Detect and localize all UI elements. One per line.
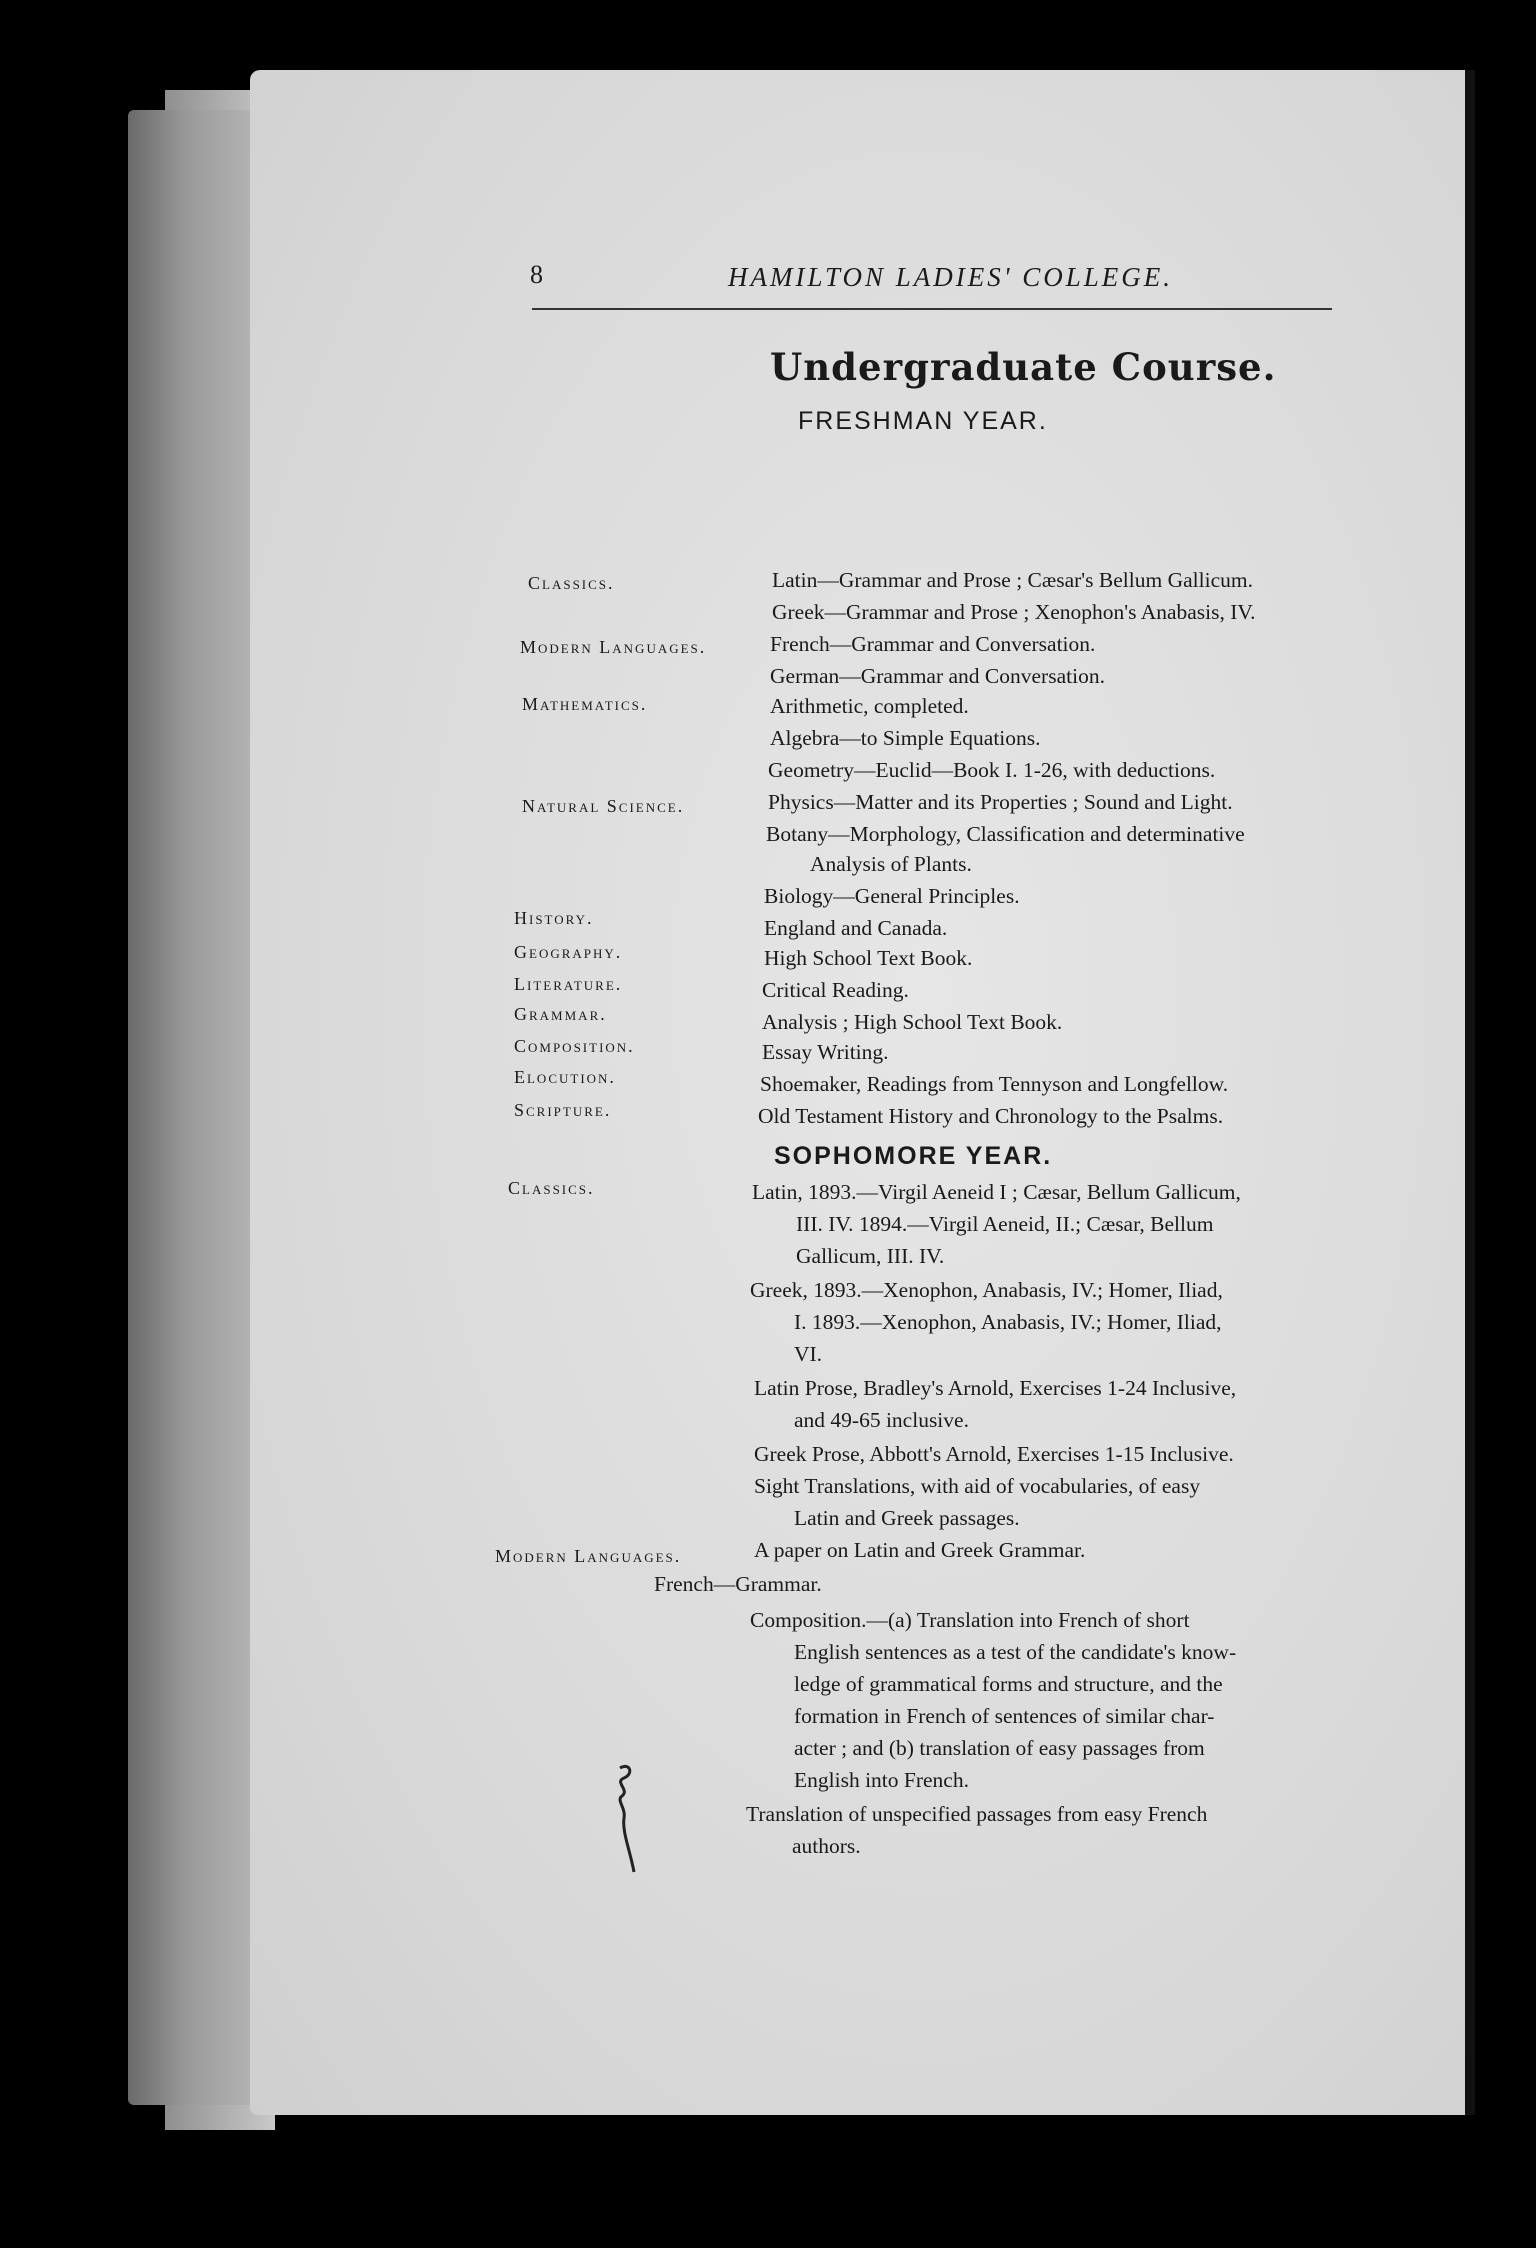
course-line: Translation of unspecified passages from easy French [746,1802,1208,1826]
subject-label: Grammar. [514,1004,607,1024]
course-line: Old Testament History and Chronology to the Psalms. [758,1104,1224,1128]
ink-squiggle-mark [600,1760,650,1880]
course-line: Critical Reading. [762,978,909,1002]
course-line: Latin—Grammar and Prose ; Cæsar's Bellum Gallicum. [772,568,1253,592]
subject-label: Modern Languages. [495,1546,682,1566]
course-line: acter ; and (b) translation of easy passages from [794,1736,1205,1760]
subject-label: Geography. [514,942,623,962]
subject-label: History. [514,908,594,928]
subject-label: Natural Science. [522,796,685,816]
course-line: Shoemaker, Readings from Tennyson and Longfellow. [760,1072,1229,1096]
course-line: Sight Translations, with aid of vocabularies, of easy [754,1474,1201,1498]
course-line: A paper on Latin and Greek Grammar. [754,1538,1086,1562]
freshman-heading: FRESHMAN YEAR. [798,407,1048,435]
subject-label: Modern Languages. [520,637,707,657]
course-line: French—Grammar. [654,1572,822,1596]
course-line: England and Canada. [764,916,948,940]
page-number: 8 [530,260,543,289]
subject-label: Classics. [508,1178,595,1198]
course-line: Botany—Morphology, Classification and determinative [766,822,1245,846]
course-line: Gallicum, III. IV. [796,1244,945,1268]
course-line: English sentences as a test of the candidate's know- [794,1640,1237,1664]
header-rule [532,308,1332,310]
sophomore-heading: SOPHOMORE YEAR. [774,1142,1053,1170]
subject-label: Mathematics. [522,694,648,714]
running-title: HAMILTON LADIES' COLLEGE. [728,262,1174,292]
course-line: German—Grammar and Conversation. [770,664,1105,688]
course-line: Composition.—(a) Translation into French of short [750,1608,1190,1632]
course-line: III. IV. 1894.—Virgil Aeneid, II.; Cæsar, Bellum [796,1212,1214,1236]
course-line: I. 1893.—Xenophon, Anabasis, IV.; Homer, Iliad, [794,1310,1222,1334]
course-line: Analysis ; High School Text Book. [762,1010,1063,1034]
course-line: Greek, 1893.—Xenophon, Anabasis, IV.; Homer, Iliad, [750,1278,1223,1302]
subject-label: Composition. [514,1036,635,1056]
course-line: VI. [794,1342,823,1366]
course-line: Analysis of Plants. [810,852,972,876]
course-line: authors. [792,1834,861,1858]
course-line: Greek—Grammar and Prose ; Xenophon's Anabasis, IV. [772,600,1256,624]
course-line: Essay Writing. [762,1040,889,1064]
course-line: Greek Prose, Abbott's Arnold, Exercises 1-15 Inclusive. [754,1442,1234,1466]
book-page [250,70,1475,2115]
course-line: formation in French of sentences of similar char- [794,1704,1215,1728]
course-line: Geometry—Euclid—Book I. 1-26, with deductions. [768,758,1216,782]
course-line: High School Text Book. [764,946,973,970]
course-line: Biology—General Principles. [764,884,1020,908]
course-line: and 49-65 inclusive. [794,1408,969,1432]
subject-label: Elocution. [514,1067,616,1087]
subject-label: Classics. [528,573,615,593]
course-line: Latin and Greek passages. [794,1506,1020,1530]
course-line: Latin Prose, Bradley's Arnold, Exercises 1-24 Inclusive, [754,1376,1237,1400]
course-line: Arithmetic, completed. [770,694,969,718]
course-line: French—Grammar and Conversation. [770,632,1096,656]
course-line: English into French. [794,1768,969,1792]
course-line: Physics—Matter and its Properties ; Sound and Light. [768,790,1233,814]
course-title: Undergraduate Course. [770,345,1277,389]
course-line: Latin, 1893.—Virgil Aeneid I ; Cæsar, Bellum Gallicum, [752,1180,1241,1204]
course-line: ledge of grammatical forms and structure, and the [794,1672,1223,1696]
subject-label: Literature. [514,974,623,994]
subject-label: Scripture. [514,1100,612,1120]
page-binding-shadow [1465,70,1475,2115]
course-line: Algebra—to Simple Equations. [770,726,1041,750]
